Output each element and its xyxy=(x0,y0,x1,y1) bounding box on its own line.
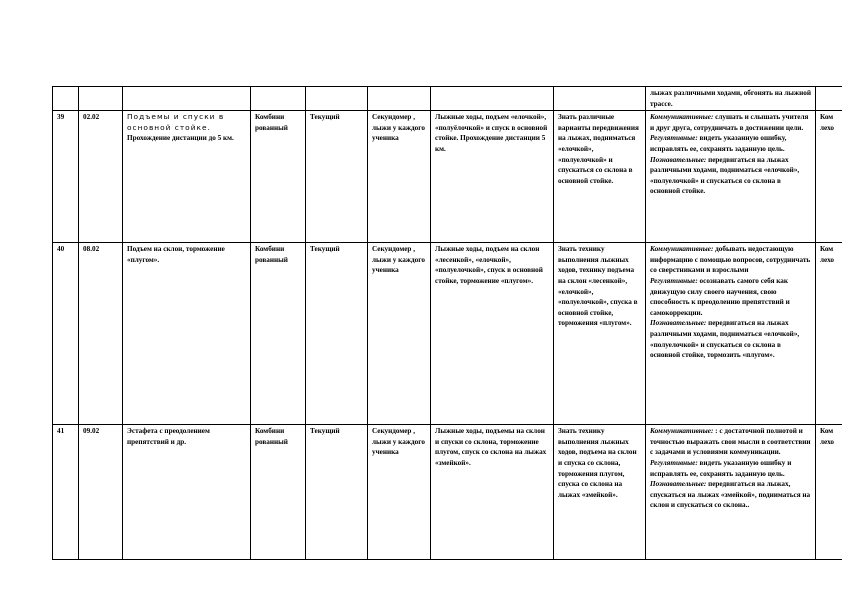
lesson-number: 40 xyxy=(53,243,79,425)
control-type: Текущий xyxy=(306,111,368,243)
lesson-plan-table xyxy=(52,86,842,560)
cell xyxy=(554,87,646,111)
uud-cell xyxy=(646,425,816,560)
table-row-continued xyxy=(53,87,842,111)
lesson-type: Комбини рованный xyxy=(251,111,306,243)
cell xyxy=(251,87,306,111)
control-type: Текущий xyxy=(306,243,368,425)
last-col: Ком лехо xyxy=(816,111,842,243)
cell xyxy=(431,87,554,111)
uud-text: : с достаточной полнотой и точностью выражать свои мысли в соответствии с задачами и условиями коммуникации. xyxy=(650,427,811,457)
topic-main: Подъемы и спуски в основной стойке. xyxy=(127,112,225,132)
cell xyxy=(53,87,79,111)
lesson-type: Комбини рованный xyxy=(251,243,306,425)
last-col: Ком лехо xyxy=(816,243,842,425)
lesson-type: Комбини рованный xyxy=(251,425,306,560)
cell xyxy=(368,87,431,111)
uud-text: передвигаться на лыжах различными ходами, подниматься «елочкой», «полуелочкой» и спускаться со склона в основной стойке. xyxy=(650,155,800,196)
lesson-topic: Подъем на склон, торможение «плугом». xyxy=(123,243,251,425)
uud-text: передвигаться на лыжах, спускаться на лыжах «змейкой», подниматься на склон и спускаться со склона.. xyxy=(650,480,811,510)
uud-cell: лыжах различными ходами, обгонять на лыжной трассе. xyxy=(646,87,816,111)
uud-text: видеть указанную ошибку, исправлять ее, сохранять заданную цель. xyxy=(650,134,787,153)
uud-text: передвигаться на лыжах различными ходами, подниматься «елочкой», «полуелочкой» и спускаться со склона в основной стойке, тормозить «плугом». xyxy=(650,319,800,360)
uud-text: слушать и слышать учителя и друг друга, сотрудничать в достижении цели. xyxy=(650,113,809,132)
lesson-date: 09.02 xyxy=(79,425,123,560)
table-row xyxy=(53,111,842,243)
equipment: Секундомер , лыжи у каждого ученика xyxy=(368,243,431,425)
uud-label: Познавательные: xyxy=(650,319,707,328)
table-row xyxy=(53,425,842,560)
lesson-number: 39 xyxy=(53,111,79,243)
cell xyxy=(79,87,123,111)
uud-cell xyxy=(646,243,816,425)
content: Лыжные ходы, подъемы на склон и спуски со склона, торможение плугом, спуск со склона на лыжах «змейкой». xyxy=(431,425,554,560)
knowledge: Знать технику выполнения лыжных ходов, подъема на склон и спуска со склона, торможения плугом, спуска со склона на лыжах «змейкой». xyxy=(554,425,646,560)
cell xyxy=(306,87,368,111)
content: Лыжные ходы, подъем на склон «лесенкой», «елочкой», «полуелочкой», спуск в основной стойке, торможение «плугом». xyxy=(431,243,554,425)
lesson-topic xyxy=(123,111,251,243)
uud-label: Коммуникативные: xyxy=(650,113,714,122)
topic-sub: Прохождение дистанции до 5 км. xyxy=(127,134,234,143)
table-row xyxy=(53,243,842,425)
uud-label: Регулятивные: xyxy=(650,458,698,467)
last-col: Ком лехо xyxy=(816,425,842,560)
uud-label: Регулятивные: xyxy=(650,276,698,285)
control-type: Текущий xyxy=(306,425,368,560)
content: Лыжные ходы, подъем «елочкой», «полуёлочкой» и спуск в основной стойке. Прохождение дистанции 5 км. xyxy=(431,111,554,243)
knowledge: Знать технику выполнения лыжных ходов, технику подъема на склон «лесенкой», «елочкой», «полуелочкой», спуска в основной стойке, торможения «плугом». xyxy=(554,243,646,425)
knowledge: Знать различные варианты передвижения на лыжах, подниматься «елочкой», «полуелочкой» и спускаться со склона в основной стойке. xyxy=(554,111,646,243)
uud-label: Регулятивные: xyxy=(650,134,698,143)
uud-text: добывать недостающую информацию с помощью вопросов, сотрудничать со сверстниками и взрослыми xyxy=(650,245,811,275)
equipment: Секундомер , лыжи у каждого ученика xyxy=(368,111,431,243)
uud-label: Познавательные: xyxy=(650,155,707,164)
lesson-date: 08.02 xyxy=(79,243,123,425)
lesson-number: 41 xyxy=(53,425,79,560)
uud-label: Коммуникативные: xyxy=(650,427,714,436)
uud-label: Познавательные: xyxy=(650,480,707,489)
lesson-date: 02.02 xyxy=(79,111,123,243)
cell xyxy=(816,87,842,111)
uud-text: видеть указанную ошибку и исправлять ее, сохранять заданную цель. xyxy=(650,458,792,478)
uud-label: Коммуникативные: xyxy=(650,245,714,254)
uud-cell xyxy=(646,111,816,243)
uud-text: осознавать самого себя как движущую силу своего научения, свою способность к преодолению препятствий и самокоррекции. xyxy=(650,276,790,317)
lesson-topic: Эстафета с преодолением препятствий и др. xyxy=(123,425,251,560)
cell xyxy=(123,87,251,111)
equipment: Секундомер , лыжи у каждого ученика xyxy=(368,425,431,560)
